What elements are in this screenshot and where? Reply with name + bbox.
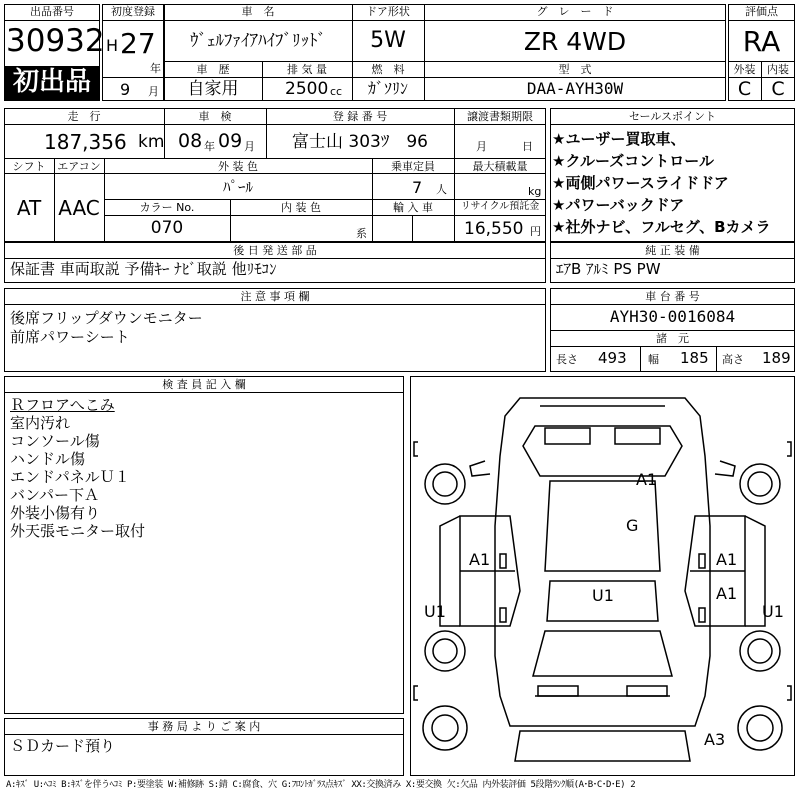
chassis-value: AYH30-0016084 — [609, 307, 736, 326]
ib-h4 — [104, 199, 546, 200]
first-reg-year: 27 — [120, 27, 156, 60]
ext-color-value: ﾊﾟｰﾙ — [222, 178, 253, 196]
mileage-value: 187,356 — [44, 130, 127, 154]
score-label: 評価点 — [745, 5, 778, 18]
office-value: ＳＤカード預り — [10, 737, 116, 755]
chassis-label: 車 台 番 号 — [645, 290, 700, 303]
capacity-label: 乗車定員 — [391, 160, 435, 173]
lot-no-sep — [4, 20, 100, 21]
fuel-value: ｶﾞｿﾘﾝ — [367, 79, 408, 98]
import-label: 輸 入 車 — [393, 201, 433, 214]
inspector-item: 室内汚れ — [10, 414, 71, 432]
inspector-item: 外装小傷有り — [10, 504, 101, 522]
inspector-item: コンソール傷 — [10, 432, 100, 450]
lot-no-value: 30932 — [6, 23, 105, 59]
sales-points-list — [552, 128, 796, 238]
score-sep — [728, 20, 795, 21]
inspector-item: エンドパネルＵ１ — [10, 468, 130, 486]
history-label: 車 歴 — [196, 63, 230, 76]
capacity-value: 7 — [412, 178, 423, 197]
inspector-item: 外天張モニター取付 — [10, 522, 146, 540]
mark-u1-right: U1 — [762, 602, 784, 621]
note-item: 後席フリップダウンモニター — [10, 309, 203, 327]
inspector-list — [10, 396, 400, 540]
legend: A:ｷｽﾞ U:ﾍｺﾐ B:ｷｽﾞを伴うﾍｺﾐ P:要塗装 W:補修跡 S:錆 C:腐食、穴 G:ﾌﾛﾝﾄｶﾞﾗｽ点ｷｽﾞ XX:交換済み X:要交換 欠:欠品 内外装評価 5段階ﾗﾝｸ順(A･B･C･D･E) 2 — [6, 780, 636, 790]
sales-point-item: ★パワーバックドア — [552, 196, 685, 214]
first-reg-sep2 — [102, 77, 164, 78]
notes-label: 注 意 事 項 欄 — [240, 290, 310, 303]
inspection-label: 車 検 — [198, 110, 232, 123]
width-label: 幅 — [648, 353, 659, 366]
dim-v1 — [640, 346, 641, 372]
interior-score: C — [771, 78, 785, 100]
width-value: 185 — [680, 349, 709, 367]
car-name-sep3 — [164, 77, 726, 78]
displacement-label: 排 気 量 — [287, 63, 327, 76]
mark-u1-left: U1 — [424, 602, 446, 621]
fuel-label: 燃 料 — [371, 63, 405, 76]
sales-point-item: ★クルーズコントロール — [552, 152, 714, 170]
door-value: 5W — [370, 28, 406, 53]
se-sep — [550, 258, 795, 259]
history-value: 自家用 — [187, 79, 239, 99]
first-reg-month: 9 — [120, 80, 131, 99]
car-name-label: 車 名 — [241, 5, 275, 18]
shift-value: AT — [16, 196, 42, 220]
cc-unit: cc — [330, 85, 343, 98]
ac-value: AAC — [58, 196, 100, 220]
dim-v2 — [716, 346, 717, 372]
inspector-label: 検 査 員 記 入 欄 — [162, 378, 246, 391]
notes-list — [10, 309, 540, 347]
length-value: 493 — [598, 349, 627, 367]
max-load-label: 最大積載量 — [472, 160, 528, 173]
kei-label: 系 — [356, 227, 367, 240]
displacement-value: 2500 — [285, 79, 329, 99]
ib-h3 — [4, 173, 546, 174]
person-unit: 人 — [436, 183, 447, 196]
model-code-value: DAA-AYH30W — [526, 79, 624, 98]
mileage-label: 走 行 — [67, 110, 101, 123]
ib-h2 — [4, 158, 546, 159]
mark-a1-right-top: A1 — [716, 550, 738, 569]
ib-h5 — [104, 215, 546, 216]
kg-unit: kg — [528, 185, 542, 198]
month-unit: 月 — [148, 85, 159, 98]
sales-point-item: ★社外ナビ、フルセグ、Bカメラ — [552, 218, 771, 236]
color-no-label: カラー No. — [139, 201, 195, 214]
inspection-year: 08 — [178, 130, 203, 152]
exterior-label: 外装 — [733, 63, 756, 76]
ch-sep2 — [550, 330, 795, 331]
shift-label: シフト — [12, 160, 46, 173]
model-code-label: 型 式 — [558, 63, 592, 76]
sp-sep — [550, 124, 795, 125]
plate-label: 登 録 番 号 — [332, 110, 388, 123]
std-equip-label: 純 正 装 備 — [645, 244, 700, 257]
car-name-sep2 — [164, 61, 726, 62]
sales-point-item: ★両側パワースライドドア — [552, 174, 729, 192]
ext-color-label: 外 装 色 — [218, 160, 258, 173]
inspection-month: 09 — [218, 130, 243, 152]
mark-a1-left: A1 — [469, 550, 491, 569]
mark-a3-rear: A3 — [704, 730, 726, 749]
office-sep — [4, 734, 404, 735]
inspector-item: バンパー下Ａ — [10, 486, 99, 504]
insp-sep — [4, 392, 404, 393]
grade-value: ZR 4WD — [523, 27, 627, 56]
mark-g-glass: G — [626, 516, 639, 535]
later-parts-value: 保証書 車両取説 予備ｷｰ ﾅﾋﾞ取説 他ﾘﾓｺﾝ — [10, 260, 277, 278]
car-name-value: ｳﾞｪﾙﾌｧｲｱﾊｲﾌﾞﾘｯﾄﾞ — [190, 31, 326, 51]
exterior-score: C — [737, 78, 752, 100]
first-reg-sep — [102, 20, 164, 21]
ch-sep — [550, 304, 795, 305]
later-parts-label: 後 日 発 送 部 品 — [233, 244, 317, 257]
lot-no-label: 出品番号 — [30, 5, 74, 18]
transfer-month-unit: 月 — [476, 140, 487, 153]
sales-point-item: ★ユーザー買取車、 — [552, 130, 686, 148]
ib-v9 — [412, 215, 413, 242]
notes-sep — [4, 304, 546, 305]
ac-label: エアコン — [57, 160, 101, 173]
transfer-doc-label: 譲渡書類期限 — [467, 110, 533, 123]
lp-sep — [4, 258, 546, 259]
inspection-month-unit: 月 — [244, 140, 255, 153]
first-reg-label: 初度登録 — [111, 5, 155, 18]
door-label: ドア形状 — [366, 5, 410, 18]
mark-a1-roof: A1 — [636, 470, 658, 489]
int-color-label: 内 装 色 — [281, 201, 321, 214]
grade-label: グ レ ー ド — [536, 5, 614, 18]
car-name-sep — [164, 20, 726, 21]
era-label: H — [106, 36, 119, 55]
km-unit: km — [138, 132, 165, 152]
note-item: 前席パワーシート — [10, 328, 130, 346]
color-no-value: 070 — [150, 218, 184, 238]
ib-h1 — [4, 124, 546, 125]
inspector-item: ハンドル傷 — [10, 450, 86, 468]
inspection-year-unit: 年 — [204, 140, 215, 153]
recycle-label: リサイクル預託金 — [460, 201, 540, 212]
first-listing-text: 初出品 — [12, 67, 91, 97]
length-label: 長さ — [556, 353, 578, 366]
inspector-item: Ｒフロアへこみ — [10, 396, 115, 414]
dimensions-label: 諸 元 — [656, 332, 689, 345]
interior-label: 内装 — [767, 63, 789, 76]
height-value: 189 — [762, 349, 791, 367]
score-value: RA — [742, 25, 781, 58]
height-label: 高さ — [722, 353, 744, 366]
year-unit: 年 — [150, 62, 161, 75]
ch-sep3 — [550, 346, 795, 347]
car-diagram — [410, 376, 795, 776]
std-equip-value: ｴｱB ｱﾙﾐ PS PW — [556, 260, 661, 278]
mark-a1-right: A1 — [716, 584, 738, 603]
transfer-day-unit: 日 — [522, 140, 533, 153]
mark-u1-center: U1 — [592, 586, 614, 605]
yen-unit: 円 — [530, 225, 541, 238]
sales-points-label: セールスポイント — [628, 110, 716, 123]
plate-value: 富士山 303ﾂ 96 — [292, 132, 428, 152]
office-label: 事 務 局 よ り ご 案 内 — [147, 720, 261, 733]
recycle-value: 16,550 — [464, 219, 524, 239]
